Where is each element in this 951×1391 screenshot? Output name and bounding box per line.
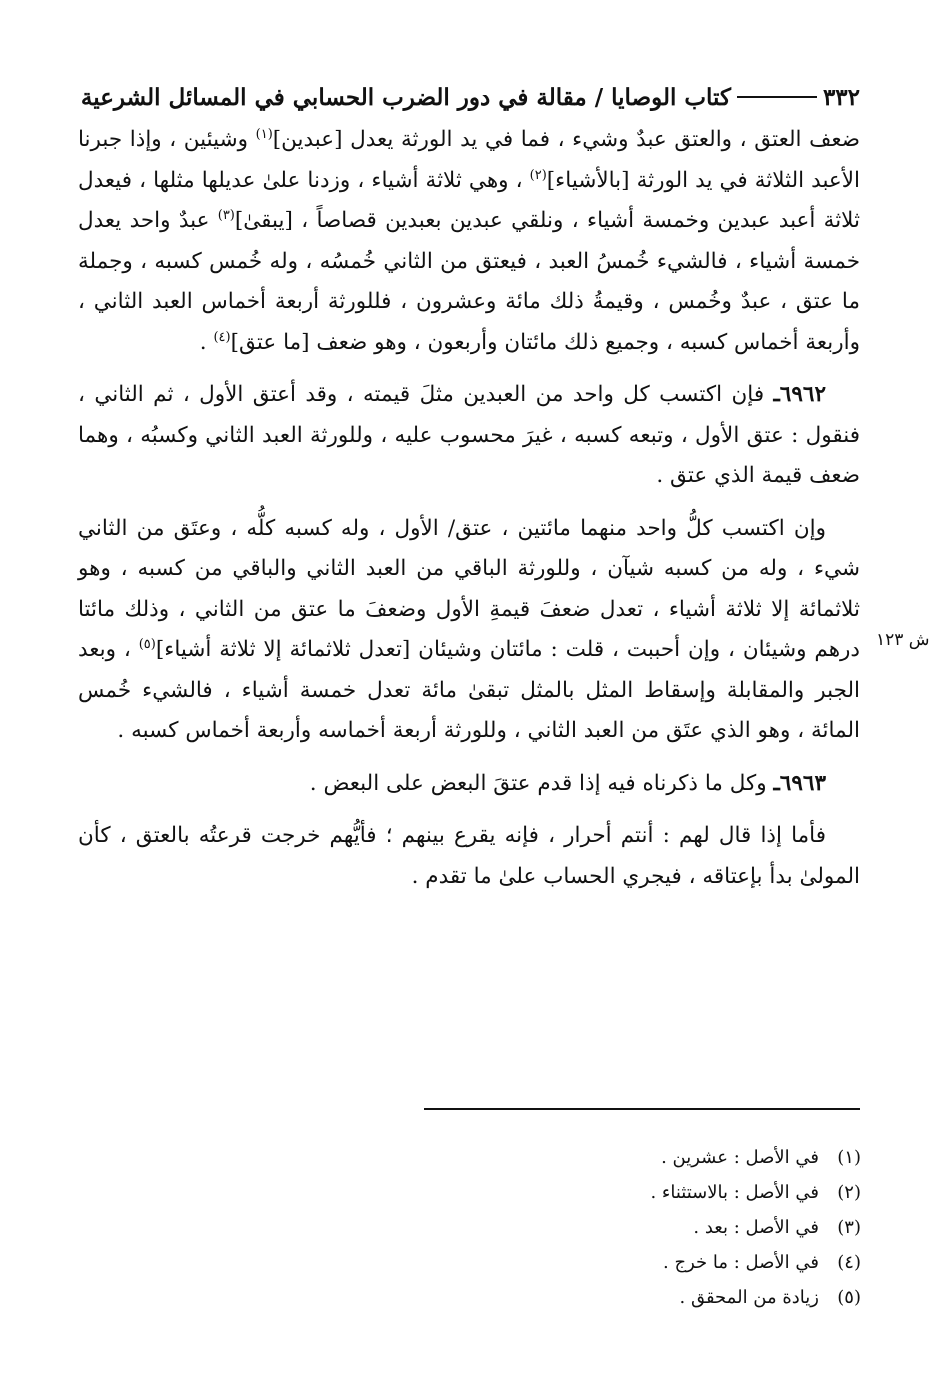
footnote-item	[650, 1175, 861, 1210]
footnote-text: في الأصل : بعد .	[693, 1217, 819, 1238]
running-header	[78, 78, 860, 116]
text-run: وشيئين ، وإذا جبرنا الأعبد الثلاثة في يد الورثة [بالأشياء]	[78, 127, 860, 193]
page-body	[78, 78, 860, 897]
paragraph-1	[78, 120, 860, 363]
page-number: ٣٣٢	[822, 83, 860, 111]
footnote-ref-1: (١)	[255, 126, 273, 142]
footnote-ref-5: (٥)	[138, 636, 156, 652]
footnote-number: (٥)	[837, 1287, 861, 1308]
footnote-number: (١)	[837, 1147, 861, 1168]
footnotes	[650, 1140, 861, 1315]
footnote-item	[650, 1280, 861, 1315]
text-run: وكل ما ذكرناه فيه إذا قدم عتقَ البعض على البعض .	[309, 770, 774, 796]
text-run: وإن اكتسب كلُّ واحد منهما مائتين ، عتق/ الأول ، وله كسبه كلُّه ، وعتَق من الثاني شيء ، وله من كسبه شيآن ، وللورثة الباقي من العبد الثاني والباقي من كسبه ، وهو ثلاثمائة إلا ثلاثة أشياء ، تعدل ضعفَ قيمةِ الأول وضعفَ ما عتق من الثاني ، وذلك مائتا درهم وشيئان ، وإن أحببت ، قلت : مائتان وشيئان [تعدل ثلاثمائة إلا ثلاثة أشياء]	[78, 515, 860, 662]
paragraph-6963	[78, 764, 860, 805]
footnote-text: في الأصل : عشرين .	[661, 1147, 819, 1168]
text-run: .	[199, 329, 214, 355]
footnote-separator	[424, 1108, 860, 1110]
footnote-text: في الأصل : بالاستثناء .	[650, 1182, 819, 1203]
footnote-item	[650, 1210, 861, 1245]
paragraph-3	[78, 509, 860, 752]
text-run: فأما إذا قال لهم : أنتم أحرار ، فإنه يقرع بينهم ؛ فأيُّهم خرجت قرعتُه بالعتق ، كأن المولىٰ بدأ بإعتاقه ، فيجري الحساب علىٰ ما تقدم .	[78, 823, 860, 889]
section-number-6963: ٦٩٦٣ـ	[773, 770, 826, 796]
footnote-number: (٢)	[837, 1182, 861, 1203]
text-run: ، وبعد الجبر والمقابلة وإسقاط المثل بالمثل تبقىٰ مائة تعدل خمسة أشياء ، فالشيء خُمس المائة ، وهو الذي عتَق من العبد الثاني ، وللورثة أربعة أخماسه وأربعة أخماس كسبه .	[78, 637, 860, 743]
footnote-number: (٣)	[837, 1217, 861, 1238]
text-run: ، وهي ثلاثة أشياء ، وزدنا علىٰ عديلها مثلها ، فيعدل ثلاثة أعبد عبدين وخمسة أشياء ، ونلقي عبدين بعبدين قصاصاً ، [يبقىٰ]	[78, 167, 860, 233]
footnote-item	[650, 1245, 861, 1280]
paragraph-5	[78, 816, 860, 897]
footnote-ref-2: (٢)	[529, 167, 547, 183]
footnote-item	[650, 1140, 861, 1175]
margin-folio-note: ش ١٢٣	[876, 630, 930, 650]
footnote-text: في الأصل : ما خرج .	[663, 1252, 819, 1273]
paragraph-6962	[78, 375, 860, 497]
text-run: ضعف العتق ، والعتق عبدٌ وشيء ، فما في يد الورثة يعدل [عبدين]	[272, 127, 860, 152]
footnote-number: (٤)	[837, 1252, 861, 1273]
header-rule	[737, 96, 817, 98]
footnote-ref-4: (٤)	[213, 329, 231, 345]
section-number-6962: ٦٩٦٢ـ	[773, 382, 826, 407]
text-run: عبدٌ واحد يعدل خمسة أشياء ، فالشيء خُمسُ العبد ، فيعتق من الثاني خُمسُه ، وله خُمس كسبه ، وجملة ما عتق ، عبدٌ وخُمس ، وقيمةُ ذلك مائة وعشرون ، فللورثة أربعة أخماس العبد الثاني ، وأربعة أخماس كسبه ، وجميع ذلك مائتان وأربعون ، وهو ضعف [ما عتق]	[78, 208, 860, 355]
footnote-ref-3: (٣)	[217, 207, 235, 223]
header-title: كتاب الوصايا / مقالة في دور الضرب الحسابي في المسائل الشرعية	[80, 83, 731, 111]
footnote-text: زيادة من المحقق .	[679, 1287, 819, 1308]
text-run: فإن اكتسب كل واحد من العبدين مثلَ قيمته ، وقد أعتق الأول ، ثم الثاني ، فنقول : عتق الأول ، وتبعه كسبه ، غيرَ محسوب عليه ، وللورثة العبد الثاني وكسبُه ، وهما ضعف قيمة الذي عتق .	[78, 382, 860, 488]
